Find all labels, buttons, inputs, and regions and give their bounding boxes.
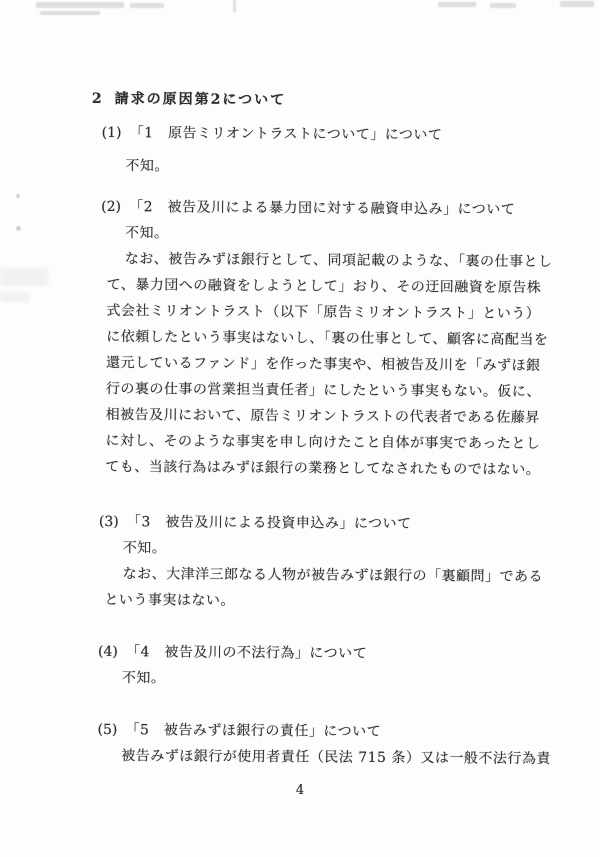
document-body (0, 85, 600, 772)
scan-artifact (130, 3, 164, 8)
text-line: 不知。 (124, 225, 169, 242)
text-line: 相被告及川において、原告ミリオントラストの代表者である佐藤昇 (105, 406, 540, 427)
subsection-2 (0, 193, 599, 483)
heading-title: 請求の原因第2について (114, 91, 287, 109)
subsection-3 (0, 508, 597, 616)
subsection-2-label: (2) (101, 198, 122, 216)
text-line: に対し、そのような事実を申し向けたこと自体が事実であったとし (105, 432, 541, 453)
subsection-4-label: (4) (97, 643, 118, 661)
subsection-1-title: 「1 原告ミリオントラストについて」について (129, 125, 443, 144)
subsection-2-title: 「2 被告及川による暴力団に対する融資申込み」について (129, 199, 516, 218)
text-line: という事実はない。 (104, 591, 235, 609)
subsection-5-title: 「5 被告みずほ銀行の責任」について (125, 722, 382, 740)
text-line: て、暴力団への融資をしようとして」おり、その迂回融資を原告株 (106, 276, 542, 297)
text-line: に依頼したという事実はないし、「裏の仕事として、顧客に高配当を (106, 328, 549, 349)
text-line: なお、大津洋三郎なる人物が被告みずほ銀行の「裏顧問」である (122, 566, 544, 586)
scan-artifact (36, 2, 124, 8)
scan-artifact (560, 1, 594, 7)
scan-artifact (438, 2, 476, 7)
page-number: 4 (295, 783, 305, 798)
subsection-3-title: 「3 被告及川による投資申込み」について (126, 514, 412, 533)
heading-number: 2 (91, 90, 104, 107)
text-line: 不知。 (122, 540, 167, 557)
text-line: 不知。 (125, 158, 169, 175)
text-line: 行の裏の仕事の営業担当責任者」にしたという事実もない。仮に、 (105, 380, 541, 401)
scan-artifact (40, 11, 100, 15)
subsection-4-title: 「4 被告及川の不法行為」について (125, 644, 368, 662)
subsection-3-label: (3) (98, 513, 119, 531)
subsection-1-title-row (0, 119, 600, 149)
scan-artifact (233, 0, 236, 12)
text-line: 不知。 (121, 670, 166, 687)
text-line: 被告みずほ銀行が使用者責任（民法 715 条）又は一般不法行為責 (121, 748, 551, 768)
text-line: 還元しているファンド」を作った事実や、相被告及川を「みずほ銀 (106, 354, 541, 375)
subsection-1 (0, 119, 600, 182)
subsection-4 (0, 638, 596, 694)
text-line: 式会社ミリオントラスト（以下「原告ミリオントラスト」という） (106, 302, 541, 323)
subsection-5-label: (5) (97, 721, 118, 739)
scan-artifact (490, 3, 516, 8)
section-heading (0, 85, 600, 115)
text-line: ても、当該行為はみずほ銀行の業務としてなされたものではない。 (105, 458, 541, 479)
text-line: なお、被告みずほ銀行として、同項記載のような、「裏の仕事とし (124, 251, 553, 271)
subsection-5 (0, 716, 596, 772)
subsection-1-label: (1) (101, 124, 122, 142)
